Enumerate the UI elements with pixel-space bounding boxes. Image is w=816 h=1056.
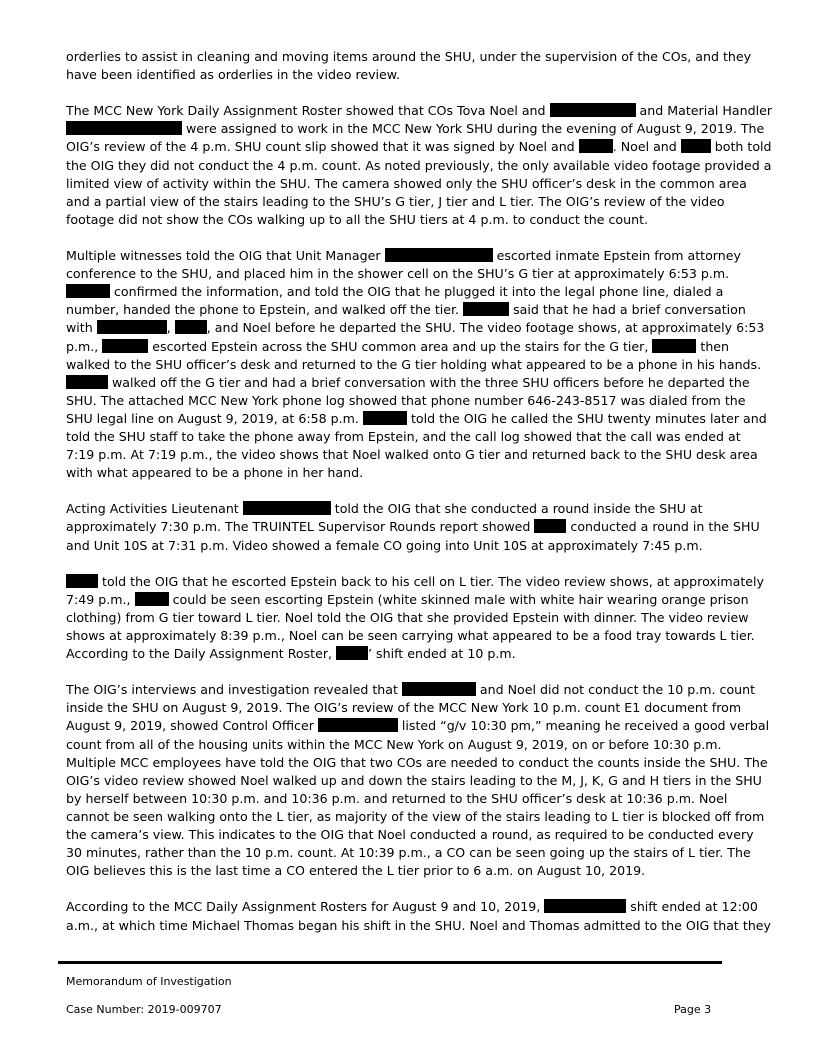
redaction-box bbox=[544, 899, 626, 913]
redaction-box bbox=[66, 375, 108, 389]
paragraph-text: walked off the G tier and had a brief conversation with the three SHU officers before he departed the SHU. The attached MCC New York phone log showed that phone number 646-243-8517 was dialed from the SHU legal line on August 9, 2019, at 6:58 p.m. bbox=[66, 374, 750, 426]
redaction-box bbox=[681, 139, 711, 153]
paragraph-6 bbox=[66, 681, 772, 880]
paragraph-text: . Noel and bbox=[612, 139, 681, 155]
redaction-box bbox=[463, 302, 509, 316]
redaction-box bbox=[363, 411, 407, 425]
paragraph-text: escorted Epstein across the SHU common area and up the stairs for the G tier, bbox=[148, 338, 653, 354]
document-body bbox=[66, 48, 772, 953]
paragraph-text: and Noel did not conduct the 10 p.m. count inside the SHU on August 9, 2019. The OIG’s review of the MCC New York 10 p.m. count E1 document from August 9, 2019, showed Control Officer bbox=[66, 682, 756, 734]
paragraph-3 bbox=[66, 247, 772, 482]
paragraph-text: both told the OIG they did not conduct the 4 p.m. count. As noted previously, the only available video footage provided a limited view of activity within the SHU. The camera showed only the SHU officer’s desk in the common area and a partial view of the stairs leading to the SHU’s G tier, J tier and L tier. The OIG’s review of the video footage did not show the COs walking up to all the SHU tiers at 4 p.m. to conduct the count. bbox=[66, 139, 772, 227]
paragraph-text: said that he had a brief conversation with bbox=[66, 302, 746, 336]
paragraph-text: orderlies to assist in cleaning and moving items around the SHU, under the supervision of the COs, and they have been identified as orderlies in the video review. bbox=[66, 49, 752, 83]
paragraph-text: told the OIG that he escorted Epstein back to his cell on L tier. The video review shows, at approximately 7:49 p.m., bbox=[66, 573, 764, 607]
redaction-box bbox=[243, 501, 331, 515]
paragraph-text: conducted a round in the SHU and Unit 10S at 7:31 p.m. Video showed a female CO going into Unit 10S at approximately 7:45 p.m. bbox=[66, 519, 760, 553]
paragraph-7 bbox=[66, 898, 772, 934]
redaction-box bbox=[175, 320, 207, 334]
paragraph-text: listed “g/v 10:30 pm,” meaning he received a good verbal count from all of the housing units within the MCC New York on August 9, 2019, on or before 10:30 p.m. Multiple MCC employees have told the OIG that two COs are needed to conduct the counts inside the SHU. The OIG’s video review showed Noel walked up and down the stairs leading to the M, J, K, G and H tiers in the SHU by herself between 10:30 p.m. and 10:36 p.m. and returned to the SHU officer’s desk at 10:36 p.m. Noel cannot be seen walking onto the L tier, as majority of the view of the stairs leading to L tier is blocked off from the camera’s view. This indicates to the OIG that Noel conducted a round, as required to be conducted every 30 minutes, rather than the 10 p.m. count. At 10:39 p.m., a CO can be seen going up the stairs of L tier. The OIG believes this is the last time a CO entered the L tier prior to 6 a.m. on August 10, 2019. bbox=[66, 718, 770, 879]
redaction-box bbox=[66, 284, 110, 298]
paragraph-5 bbox=[66, 573, 772, 663]
paragraph-text: confirmed the information, and told the OIG that he plugged it into the legal phone line, dialed a number, handed the phone to Epstein, and walked off the tier. bbox=[66, 284, 724, 318]
paragraph-text: could be seen escorting Epstein (white skinned male with white hair wearing orange prison clothing) from G tier toward L tier. Noel told the OIG that she provided Epstein with dinner. The video review shows at approximately 8:39 p.m., Noel can be seen carrying what appeared to be a food tray towards L tier. According to the Daily Assignment Roster, bbox=[66, 591, 755, 662]
redaction-box bbox=[135, 592, 169, 606]
paragraph-text: The MCC New York Daily Assignment Roster showed that COs Tova Noel and bbox=[66, 103, 550, 119]
paragraph-text: According to the MCC Daily Assignment Rosters for August 9 and 10, 2019, bbox=[66, 899, 545, 915]
redaction-box bbox=[579, 139, 613, 153]
footer-divider bbox=[58, 961, 722, 964]
footer-page-number: Page 3 bbox=[674, 1003, 712, 1016]
paragraph-2 bbox=[66, 102, 772, 229]
redaction-box bbox=[318, 718, 398, 732]
paragraph-text: told the OIG he called the SHU twenty minutes later and told the SHU staff to take the phone away from Epstein, and the call log showed that the call was ended at 7:19 p.m. At 7:19 p.m., the video shows that Noel walked onto G tier and returned back to the SHU desk area with what appeared to be a phone in her hand. bbox=[66, 410, 767, 481]
paragraph-text: shift ended at 12:00 a.m., at which time Michael Thomas began his shift in the SHU. Noel and Thomas admitted to the OIG that they bbox=[66, 899, 771, 933]
footer-case-number: Case Number: 2019-009707 bbox=[66, 1003, 222, 1016]
paragraph-text: told the OIG that she conducted a round inside the SHU at approximately 7:30 p.m. The TRUINTEL Supervisor Rounds report showed bbox=[66, 501, 703, 535]
footer-title: Memorandum of Investigation bbox=[66, 975, 232, 988]
redaction-box bbox=[534, 519, 566, 533]
redaction-box bbox=[652, 339, 696, 353]
paragraph-1 bbox=[66, 48, 772, 84]
paragraph-text: , and Noel before he departed the SHU. The video footage shows, at approximately 6:53 p.m., bbox=[66, 320, 765, 354]
redaction-box bbox=[402, 682, 476, 696]
paragraph-text: were assigned to work in the MCC New York SHU during the evening of August 9, 2019. The OIG’s review of the 4 p.m. SHU count slip showed that it was signed by Noel and bbox=[66, 121, 765, 155]
paragraph-text: and Material Handler bbox=[635, 103, 772, 119]
paragraph-text: then walked to the SHU officer’s desk and returned to the G tier holding what appeared to be a phone in his hands. bbox=[66, 338, 762, 372]
paragraph-text: Multiple witnesses told the OIG that Unit Manager bbox=[66, 248, 385, 264]
redaction-box bbox=[550, 103, 636, 117]
redaction-box bbox=[97, 320, 167, 334]
redaction-box bbox=[66, 121, 182, 135]
paragraph-4 bbox=[66, 500, 772, 554]
redaction-box bbox=[66, 574, 98, 588]
paragraph-text: The OIG’s interviews and investigation revealed that bbox=[66, 682, 402, 698]
paragraph-text: ’ shift ended at 10 p.m. bbox=[368, 646, 516, 662]
redaction-box bbox=[336, 646, 368, 660]
paragraph-text: , bbox=[166, 320, 175, 336]
redaction-box bbox=[385, 248, 493, 262]
redaction-box bbox=[102, 339, 148, 353]
paragraph-text: escorted inmate Epstein from attorney conference to the SHU, and placed him in the shower cell on the SHU’s G tier at approximately 6:53 p.m. bbox=[66, 248, 741, 282]
paragraph-text: Acting Activities Lieutenant bbox=[66, 501, 243, 517]
